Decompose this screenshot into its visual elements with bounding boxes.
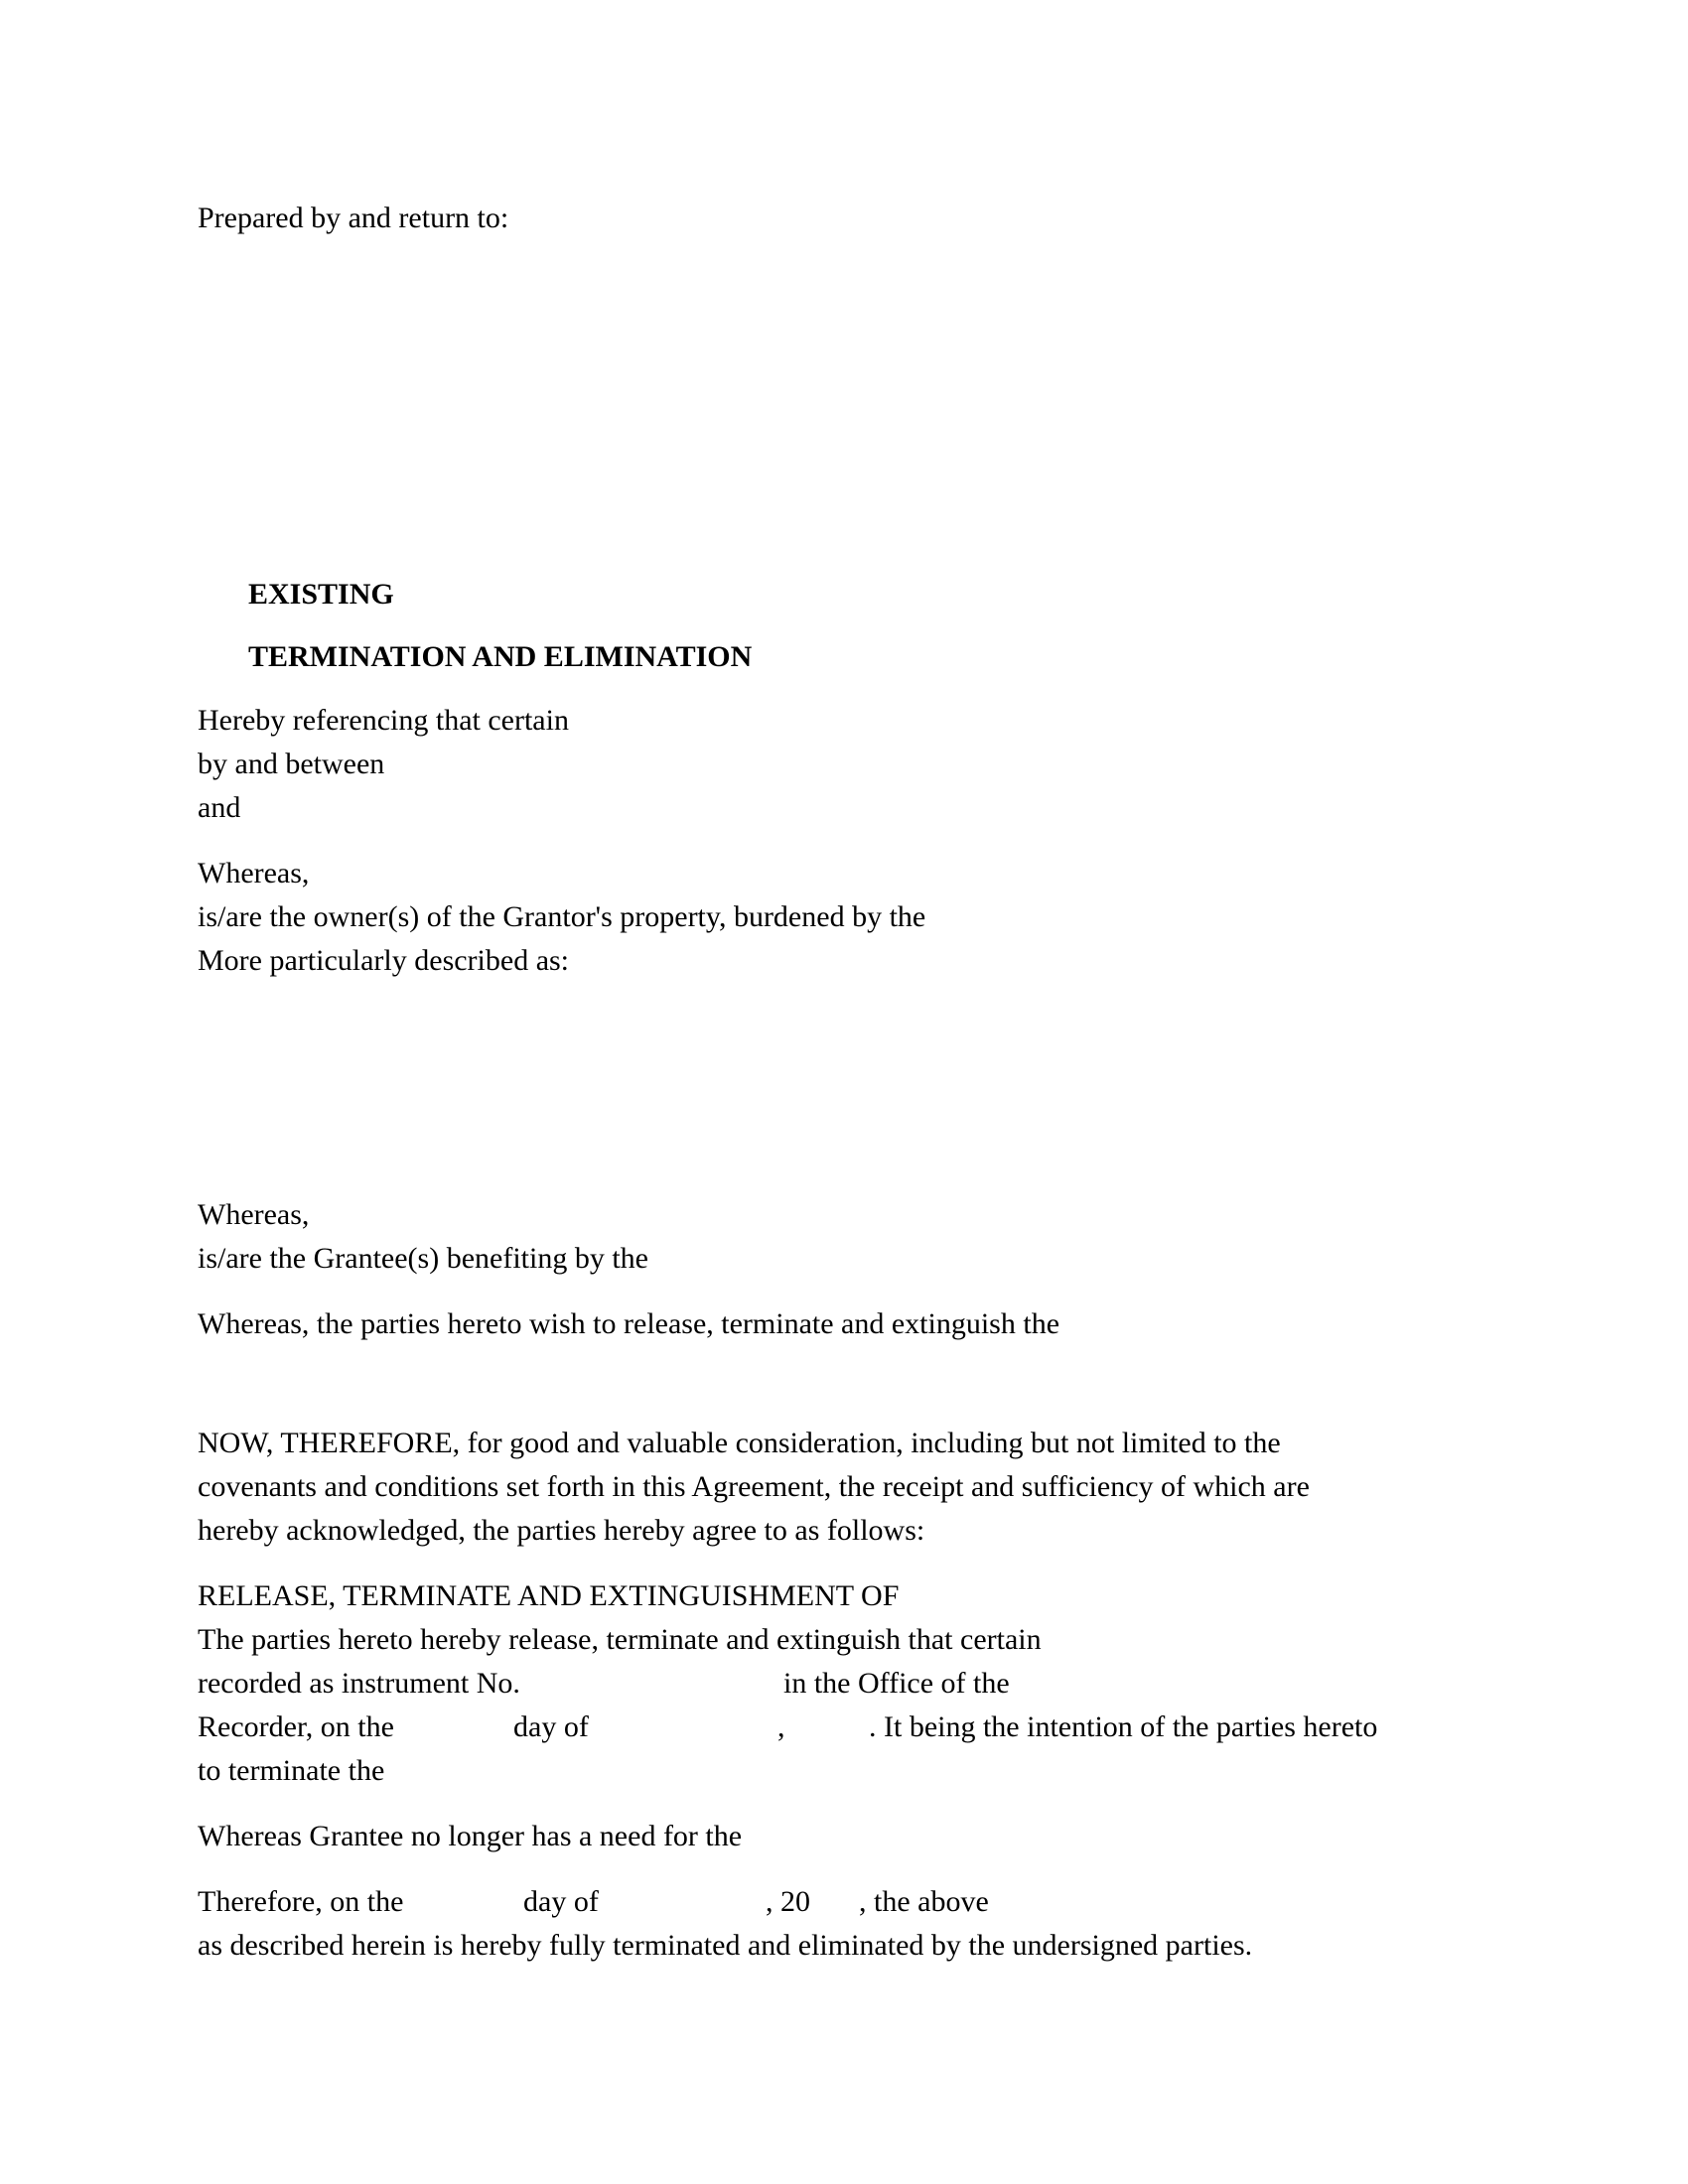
- whereas-grantee-line-1: Whereas,: [198, 1198, 310, 1231]
- whereas-owner-line-1: Whereas,: [198, 857, 310, 889]
- now-therefore-line-1: NOW, THEREFORE, for good and valuable consideration, including but not limited to the: [198, 1427, 1281, 1459]
- document-title-line-2: TERMINATION AND ELIMINATION: [248, 640, 753, 673]
- reference-line-3: and: [198, 791, 241, 824]
- now-therefore-line-3: hereby acknowledged, the parties hereby agree to as follows:: [198, 1514, 925, 1547]
- release-line-4: to terminate the: [198, 1754, 385, 1787]
- release-heading: RELEASE, TERMINATE AND EXTINGUISHMENT OF: [198, 1579, 900, 1612]
- release-office-label: in the Office of the: [783, 1667, 1010, 1700]
- whereas-grantee-line-2: is/are the Grantee(s) benefiting by the: [198, 1242, 648, 1275]
- document-title-line-1: EXISTING: [248, 578, 394, 611]
- release-day-of-label: day of: [513, 1710, 589, 1743]
- therefore-above-label: , the above: [859, 1885, 989, 1918]
- whereas-owner-line-3: More particularly described as:: [198, 944, 570, 977]
- reference-line-2: by and between: [198, 748, 385, 780]
- release-intention-text: . It being the intention of the parties hereto: [869, 1710, 1378, 1743]
- release-recorder-label: Recorder, on the: [198, 1710, 394, 1743]
- now-therefore-line-2: covenants and conditions set forth in this Agreement, the receipt and sufficiency of which are: [198, 1470, 1310, 1503]
- whereas-owner-line-2: is/are the owner(s) of the Grantor's property, burdened by the: [198, 900, 926, 933]
- therefore-label: Therefore, on the: [198, 1885, 404, 1918]
- therefore-line-2: as described herein is hereby fully terminated and eliminated by the undersigned parties.: [198, 1929, 1253, 1962]
- prepared-by-label: Prepared by and return to:: [198, 202, 509, 234]
- release-line-1: The parties hereto hereby release, terminate and extinguish that certain: [198, 1623, 1042, 1656]
- release-comma: ,: [777, 1710, 785, 1743]
- whereas-no-need: Whereas Grantee no longer has a need for the: [198, 1820, 743, 1852]
- reference-line-1: Hereby referencing that certain: [198, 704, 569, 737]
- therefore-day-of-label: day of: [523, 1885, 599, 1918]
- therefore-year-label: , 20: [766, 1885, 810, 1918]
- release-instrument-label: recorded as instrument No.: [198, 1667, 520, 1700]
- whereas-release-wish: Whereas, the parties hereto wish to release, terminate and extinguish the: [198, 1307, 1060, 1340]
